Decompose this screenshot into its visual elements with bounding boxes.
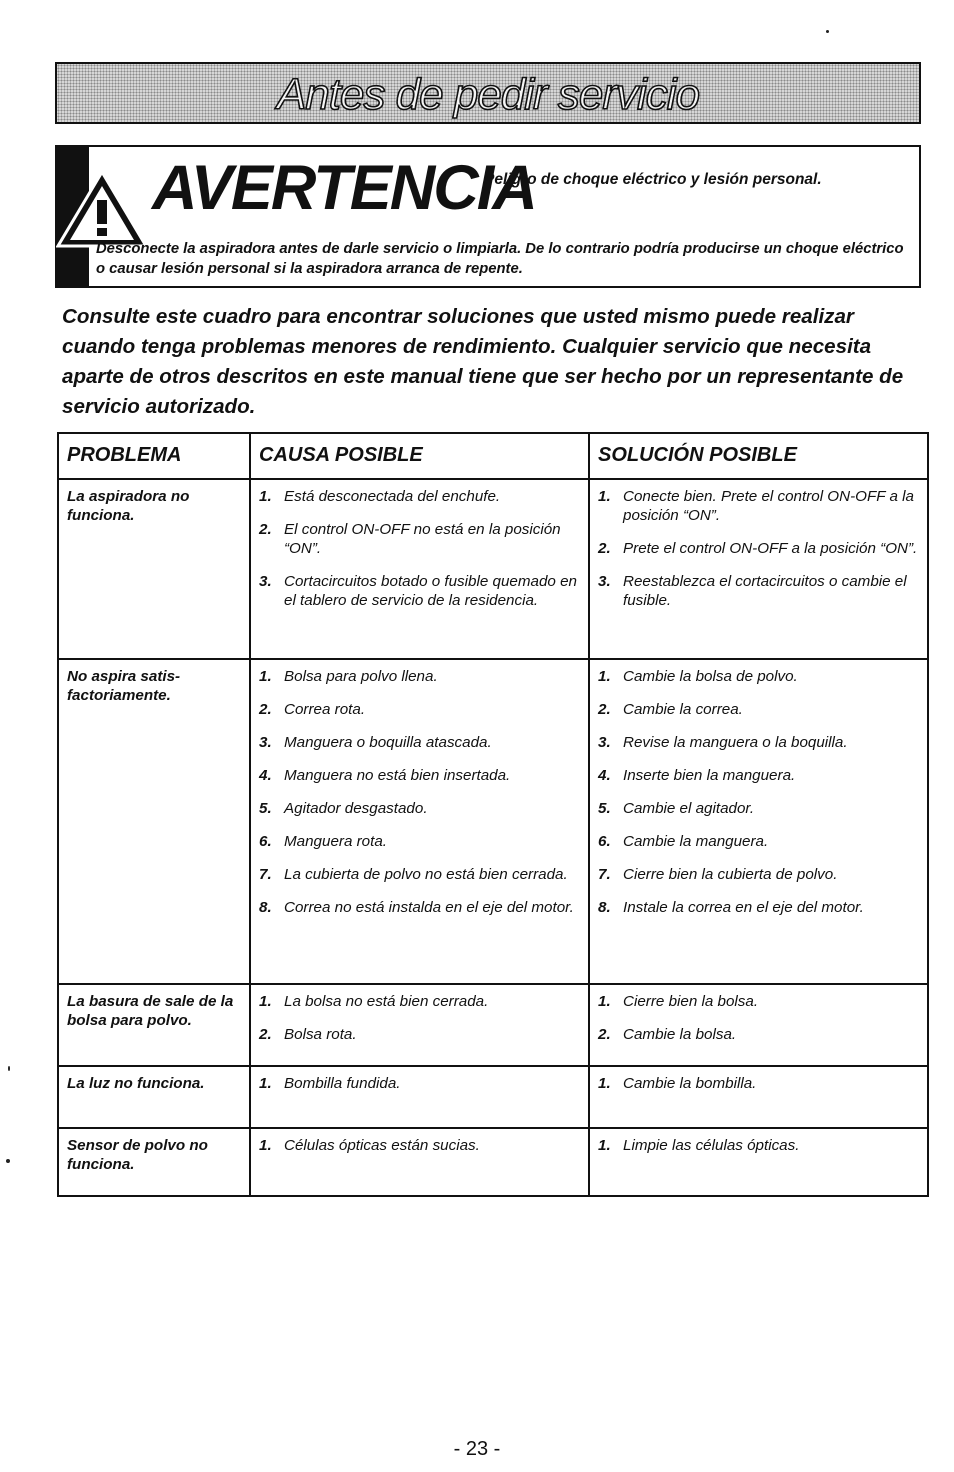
solution-item [598, 572, 921, 610]
solution-item [598, 898, 921, 917]
item-number: 5. [598, 800, 611, 817]
solution-item [598, 799, 921, 818]
warning-body: Desconecte la aspiradora antes de darle servicio o limpiarla. De lo contrario podría producirse un choque eléctrico o causar lesión personal si la aspiradora arranca de repente. [96, 241, 904, 277]
item-number: 2. [598, 540, 611, 557]
cause-item [259, 799, 582, 818]
solution-item [598, 1025, 921, 1044]
table-row [58, 1128, 928, 1196]
solution-item [598, 832, 921, 851]
solution-item [598, 992, 921, 1011]
item-text: Reestablezca el cortacircuitos o cambie el fusible. [623, 573, 907, 609]
item-text: Cambie el agitador. [623, 800, 755, 817]
item-text: Células ópticas están sucias. [284, 1137, 480, 1154]
item-number: 1. [259, 668, 272, 685]
solution-item [598, 865, 921, 884]
item-text: Manguera o boquilla atascada. [284, 734, 492, 751]
item-text: Correa rota. [284, 701, 366, 718]
item-text: Cierre bien la bolsa. [623, 993, 759, 1010]
cause-item [259, 700, 582, 719]
item-text: Revise la manguera o la boquilla. [623, 734, 848, 751]
problem-cell: No aspira satis-factoriamente. [58, 659, 250, 984]
item-number: 3. [259, 734, 272, 751]
section-title: Antes de pedir servicio [276, 70, 700, 119]
cause-item [259, 832, 582, 851]
table-row [58, 479, 928, 659]
item-text: Bolsa rota. [284, 1026, 357, 1043]
solution-item [598, 539, 921, 558]
cause-item [259, 1074, 582, 1093]
solution-cell [589, 1066, 928, 1128]
section-title-bar [55, 62, 921, 124]
intro-paragraph: Consulte este cuadro para encontrar soluciones que usted mismo puede realizar cuando tenga problemas menores de rendimiento. Cualquier servicio que necesita aparte de otros descritos en este manual tiene que ser hecho por un representante de servicio autorizado. [62, 305, 904, 418]
page-number: - 23 - [453, 1438, 501, 1460]
cause-item [259, 572, 582, 610]
scan-speck [8, 1066, 10, 1071]
solution-item [598, 700, 921, 719]
cause-item [259, 766, 582, 785]
cause-item [259, 1025, 582, 1044]
cause-item [259, 865, 582, 884]
item-number: 6. [598, 833, 611, 850]
item-number: 2. [598, 1026, 611, 1043]
item-text: La bolsa no está bien cerrada. [284, 993, 489, 1010]
item-number: 3. [259, 573, 272, 590]
cause-item [259, 520, 582, 558]
item-text: Conecte bien. Prete el control ON-OFF a la posición “ON”. [623, 488, 914, 524]
item-text: Limpie las células ópticas. [623, 1137, 800, 1154]
item-text: Cambie la correa. [623, 701, 743, 718]
table-header-row [58, 433, 928, 479]
cause-item [259, 733, 582, 752]
item-number: 5. [259, 800, 272, 817]
item-number: 4. [598, 767, 611, 784]
item-number: 7. [259, 866, 272, 883]
troubleshooting-table [57, 432, 929, 1197]
item-text: Está desconectada del enchufe. [284, 488, 501, 505]
header-causa-posible: CAUSA POSIBLE [250, 433, 589, 479]
problem-cell: Sensor de polvo no funciona. [58, 1128, 250, 1196]
item-text: El control ON-OFF no está en la posición “ON”. [284, 521, 561, 557]
item-number: 2. [259, 521, 272, 538]
item-number: 3. [598, 573, 611, 590]
scan-speck [6, 1159, 10, 1163]
item-number: 1. [598, 993, 611, 1010]
solution-cell [589, 1128, 928, 1196]
warning-title: AVERTENCIA [152, 153, 536, 223]
cause-item [259, 1136, 582, 1155]
item-number: 7. [598, 866, 611, 883]
item-text: Manguera no está bien insertada. [284, 767, 511, 784]
solution-item [598, 1074, 921, 1093]
warning-subtitle: Peligro de choque eléctrico y lesión personal. [484, 171, 822, 188]
item-text: Cambie la bombilla. [623, 1075, 757, 1092]
item-text: Cierre bien la cubierta de polvo. [623, 866, 838, 883]
item-number: 1. [598, 1075, 611, 1092]
table-body [58, 479, 928, 1196]
item-number: 6. [259, 833, 272, 850]
solution-cell [589, 479, 928, 659]
item-text: Bolsa para polvo llena. [284, 668, 438, 685]
cause-item [259, 992, 582, 1011]
solution-item [598, 487, 921, 525]
item-text: Cambie la bolsa de polvo. [623, 668, 798, 685]
cause-cell [250, 659, 589, 984]
item-text: Prete el control ON-OFF a la posición “ON”. [623, 540, 918, 557]
item-text: Cambie la manguera. [623, 833, 769, 850]
item-number: 8. [259, 899, 272, 916]
table-row [58, 1066, 928, 1128]
item-text: Agitador desgastado. [284, 800, 428, 817]
problem-cell: La basura de sale de la bolsa para polvo. [58, 984, 250, 1066]
solution-item [598, 766, 921, 785]
problem-cell: La aspiradora no funciona. [58, 479, 250, 659]
cause-item [259, 667, 582, 686]
item-number: 8. [598, 899, 611, 916]
cause-cell [250, 984, 589, 1066]
solution-cell [589, 659, 928, 984]
item-number: 2. [259, 1026, 272, 1043]
item-text: Bombilla fundida. [284, 1075, 401, 1092]
item-number: 1. [259, 993, 272, 1010]
table-row [58, 659, 928, 984]
item-number: 2. [598, 701, 611, 718]
item-text: Correa no está instalda en el eje del motor. [284, 899, 574, 916]
scan-speck [826, 30, 829, 33]
solution-item [598, 1136, 921, 1155]
item-number: 1. [598, 1137, 611, 1154]
solution-cell [589, 984, 928, 1066]
table-row [58, 984, 928, 1066]
item-number: 1. [598, 488, 611, 505]
item-text: Cortacircuitos botado o fusible quemado en el tablero de servicio de la residencia. [284, 573, 577, 609]
item-number: 1. [259, 488, 272, 505]
header-solucion-posible: SOLUCIÓN POSIBLE [589, 433, 928, 479]
solution-item [598, 733, 921, 752]
item-number: 2. [259, 701, 272, 718]
item-text: La cubierta de polvo no está bien cerrada. [284, 866, 568, 883]
solution-item [598, 667, 921, 686]
warning-triangle-icon [56, 170, 148, 248]
item-text: Cambie la bolsa. [623, 1026, 737, 1043]
item-text: Instale la correa en el eje del motor. [623, 899, 864, 916]
cause-item [259, 898, 582, 917]
item-number: 1. [598, 668, 611, 685]
header-problema: PROBLEMA [58, 433, 250, 479]
cause-cell [250, 1066, 589, 1128]
item-number: 1. [259, 1137, 272, 1154]
cause-cell [250, 479, 589, 659]
item-number: 4. [259, 767, 272, 784]
problem-cell: La luz no funciona. [58, 1066, 250, 1128]
cause-item [259, 487, 582, 506]
item-text: Manguera rota. [284, 833, 387, 850]
item-text: Inserte bien la manguera. [623, 767, 796, 784]
item-number: 1. [259, 1075, 272, 1092]
item-number: 3. [598, 734, 611, 751]
cause-cell [250, 1128, 589, 1196]
